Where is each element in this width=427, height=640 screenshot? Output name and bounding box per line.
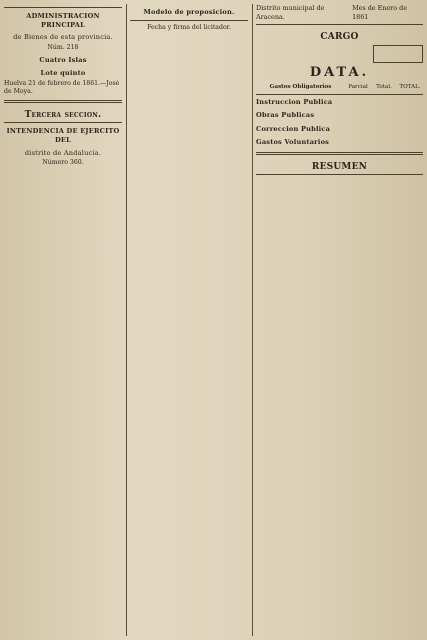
divider — [4, 100, 122, 103]
amount-box — [373, 45, 423, 63]
ledger-label: Gastos Obligatorios — [269, 84, 332, 91]
column-divider — [126, 4, 127, 636]
resumen-heading: RESUMEN — [311, 161, 368, 172]
ledger-row: Gastos Voluntarios — [256, 138, 330, 147]
section-heading: INTENDENCIA DE EJERCITO DEL — [6, 127, 120, 144]
divider — [256, 152, 423, 155]
ledger-header — [256, 81, 423, 95]
divider — [130, 20, 248, 21]
ledger-row: Instruccion Publica — [256, 97, 333, 106]
section-subheading: de Bienes de esta provincia. — [13, 33, 113, 42]
masthead-district: Distrito municipal de Aracena. — [256, 4, 325, 21]
masthead-month: Mes de Enero de 1861 — [352, 4, 407, 21]
divider — [256, 174, 423, 175]
divider — [4, 122, 122, 123]
ledger-row: Correccion Publica — [256, 124, 331, 133]
notice-number: Número 360. — [42, 159, 84, 167]
column-left — [4, 4, 122, 636]
masthead — [256, 4, 423, 21]
section-title: Tercera seccion. — [24, 109, 102, 120]
notice-number: Núm. 218 — [47, 43, 79, 51]
subheading-lot: Lote quinto — [40, 68, 86, 77]
column-middle — [130, 4, 248, 636]
ledger-col-header: TOTAL. — [399, 84, 421, 91]
section-heading: ADMINISTRACION PRINCIPAL — [26, 12, 100, 29]
column-right — [256, 4, 423, 636]
ledger-col-header: Parcial — [348, 84, 368, 91]
divider — [256, 24, 423, 25]
ledger-row: Obras Publicas — [256, 111, 315, 120]
column-divider — [252, 4, 253, 636]
signature-line: Fecha y firma del licitador. — [147, 23, 231, 31]
data-heading: DATA. — [309, 64, 370, 80]
subheading-contribution: Cuatro Islas — [39, 56, 87, 65]
ledger-col-header: Total. — [376, 84, 392, 91]
cargo-heading: CARGO — [320, 32, 359, 43]
section-subheading: distrito de Andalucía. — [24, 148, 102, 157]
date-signature: Huelva 21 de febrero de 1861.—José de Moya. — [4, 79, 120, 96]
model-heading: Modelo de proposicion. — [143, 8, 235, 16]
divider — [4, 7, 122, 8]
